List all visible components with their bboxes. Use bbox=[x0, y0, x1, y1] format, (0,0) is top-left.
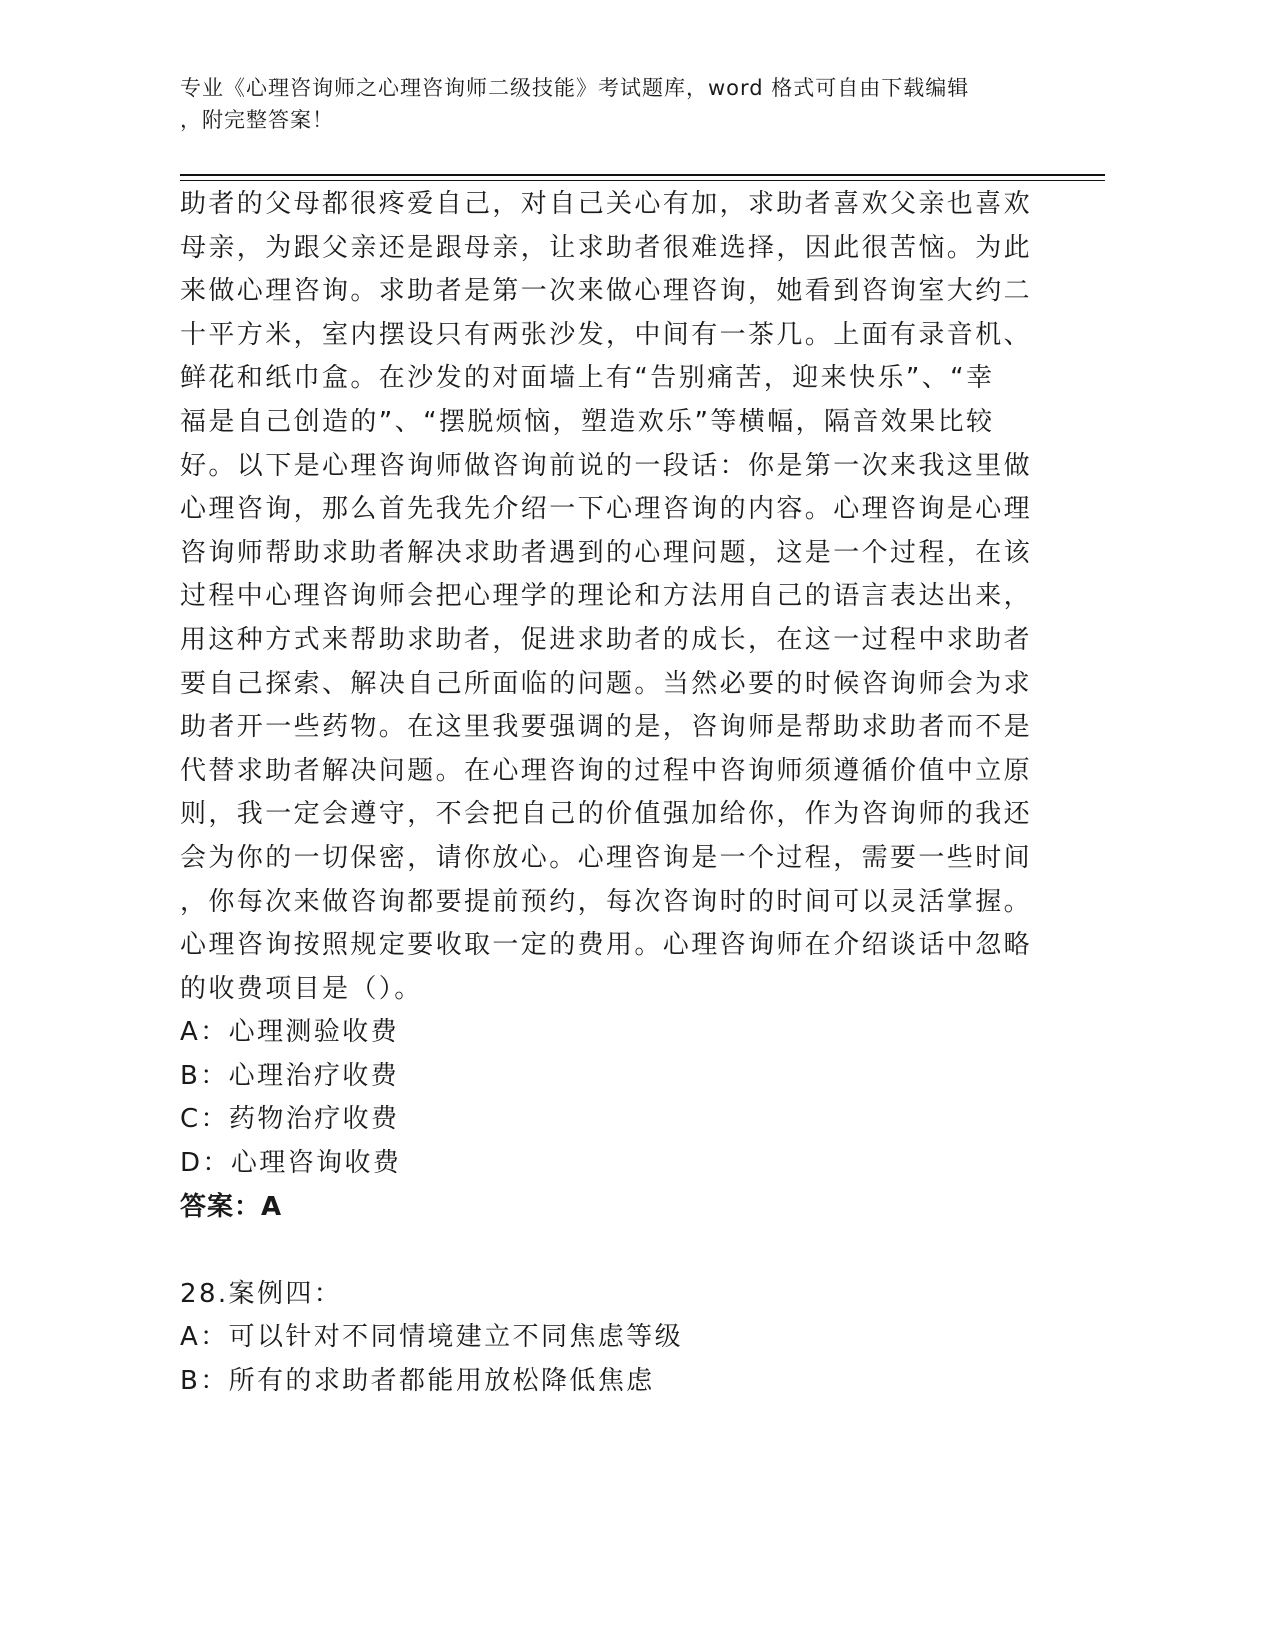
question-line: ，你每次来做咨询都要提前预约，每次咨询时的时间可以灵活掌握。 bbox=[180, 886, 1033, 917]
answer-label: 答案：A bbox=[180, 1191, 283, 1222]
question-line: 代替求助者解决问题。在心理咨询的过程中咨询师须遵循价值中立原 bbox=[180, 755, 1033, 786]
question-line: 的收费项目是（）。 bbox=[180, 973, 423, 1004]
next-option-b: B：所有的求助者都能用放松降低焦虑 bbox=[180, 1366, 655, 1397]
question-line: 心理咨询，那么首先我先介绍一下心理咨询的内容。心理咨询是心理 bbox=[180, 494, 1033, 525]
document-header bbox=[180, 72, 1040, 136]
option-d: D：心理咨询收费 bbox=[180, 1148, 402, 1179]
question-line: 十平方米，室内摆设只有两张沙发，中间有一茶几。上面有录音机、 bbox=[180, 319, 1033, 350]
question-line: 母亲，为跟父亲还是跟母亲，让求助者很难选择，因此很苦恼。为此 bbox=[180, 232, 1033, 263]
option-b: B：心理治疗收费 bbox=[180, 1060, 400, 1091]
question-line: 咨询师帮助求助者解决求助者遇到的心理问题，这是一个过程，在该 bbox=[180, 537, 1033, 568]
option-a: A：心理测验收费 bbox=[180, 1017, 399, 1048]
question-line: 过程中心理咨询师会把心理学的理论和方法用自己的语言表达出来， bbox=[180, 581, 1033, 612]
next-option-a: A：可以针对不同情境建立不同焦虑等级 bbox=[180, 1322, 683, 1353]
question-line: 则，我一定会遵守，不会把自己的价值强加给你，作为咨询师的我还 bbox=[180, 799, 1033, 830]
header-line-1: 专业《心理咨询师之心理咨询师二级技能》考试题库，word 格式可自由下载编辑 bbox=[180, 76, 970, 100]
question-line: 助者开一些药物。在这里我要强调的是，咨询师是帮助求助者而不是 bbox=[180, 712, 1033, 743]
header-divider-thin bbox=[180, 180, 1105, 181]
question-line: 鲜花和纸巾盒。在沙发的对面墙上有“告别痛苦，迎来快乐”、“幸 bbox=[180, 363, 995, 394]
next-question bbox=[180, 1273, 1030, 1404]
section-spacer bbox=[180, 1229, 1030, 1273]
question-line: 用这种方式来帮助求助者，促进求助者的成长，在这一过程中求助者 bbox=[180, 624, 1033, 655]
question-line: 助者的父母都很疼爱自己，对自己关心有加，求助者喜欢父亲也喜欢 bbox=[180, 189, 1033, 219]
next-question-title: 28.案例四： bbox=[180, 1278, 343, 1309]
question-line: 好。以下是心理咨询师做咨询前说的一段话：你是第一次来我这里做 bbox=[180, 450, 1033, 481]
question-line: 要自己探索、解决自己所面临的问题。当然必要的时候咨询师会为求 bbox=[180, 668, 1033, 699]
question-line: 会为你的一切保密，请你放心。心理咨询是一个过程，需要一些时间 bbox=[180, 842, 1033, 873]
document-body bbox=[180, 183, 1033, 1404]
header-divider-thick bbox=[180, 174, 1105, 176]
question-line: 心理咨询按照规定要收取一定的费用。心理咨询师在介绍谈话中忽略 bbox=[180, 930, 1033, 961]
question-line: 福是自己创造的”、“摆脱烦恼，塑造欢乐”等横幅，隔音效果比较 bbox=[180, 406, 995, 437]
option-c: C：药物治疗收费 bbox=[180, 1104, 400, 1135]
header-line-2: ，附完整答案！ bbox=[180, 108, 334, 132]
question-line: 来做心理咨询。求助者是第一次来做心理咨询，她看到咨询室大约二 bbox=[180, 276, 1033, 307]
question-text bbox=[180, 183, 1033, 1011]
answer-options bbox=[180, 1011, 1030, 1185]
